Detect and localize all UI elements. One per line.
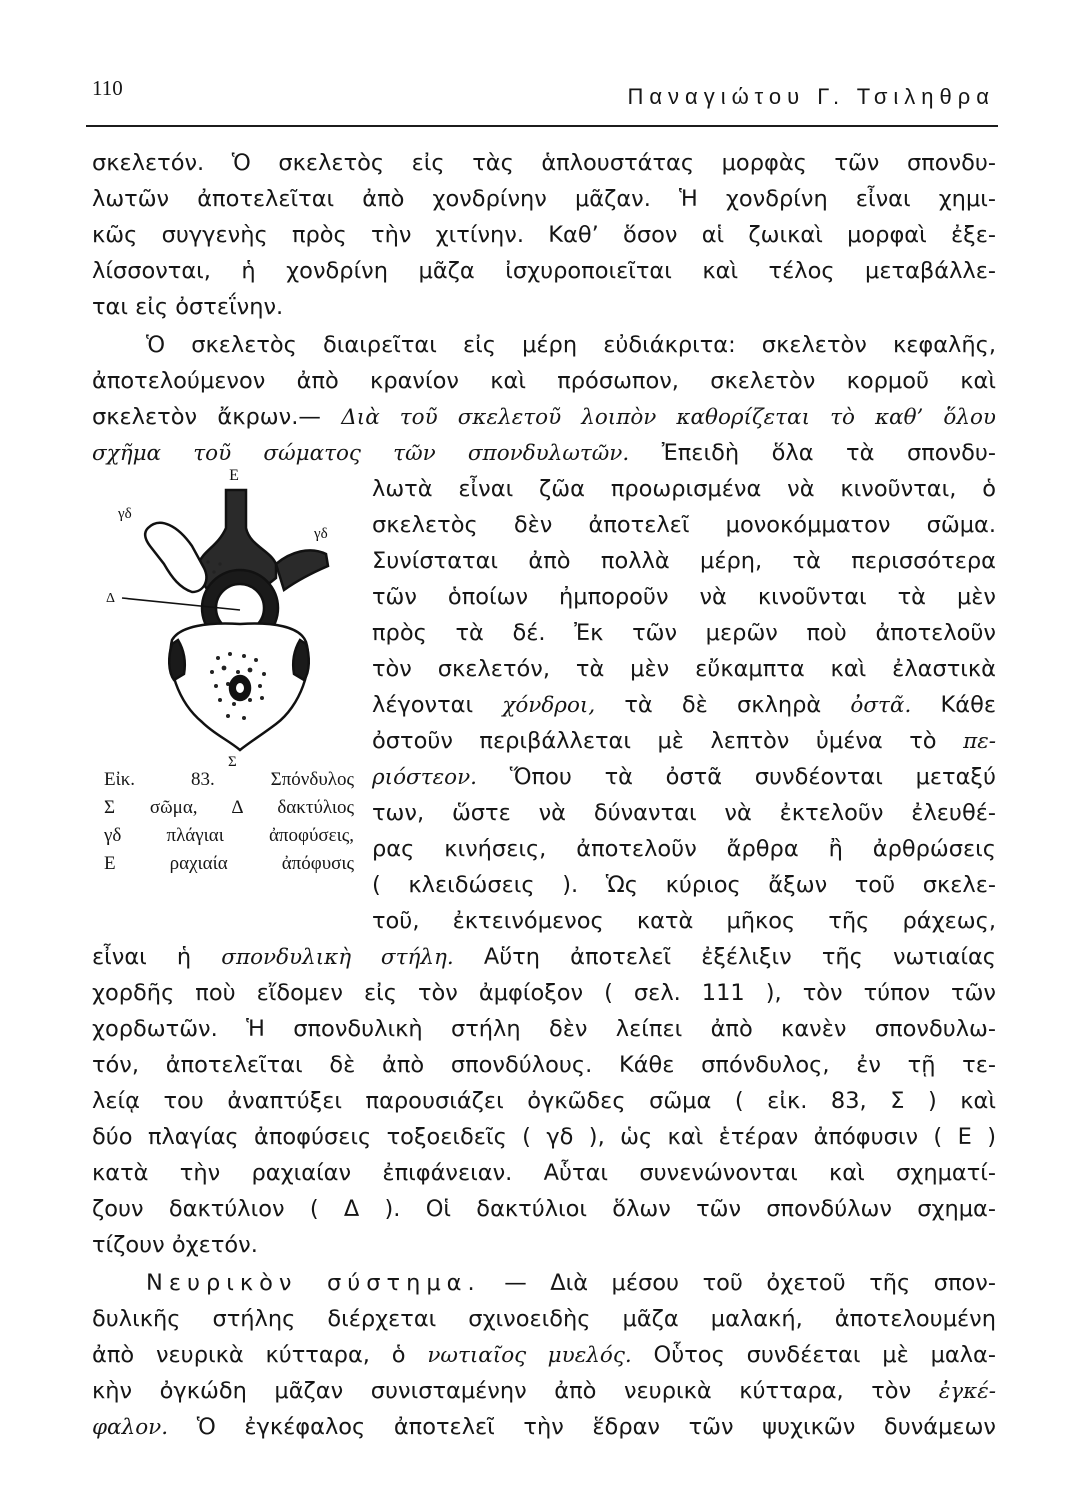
vertebra-figure: [100, 468, 360, 768]
text-line: Ὁ σκελετὸς διαιρεῖται εἰς μέρη εὐδιάκριτα: σκελετὸν κεφαλῆς,: [146, 332, 996, 358]
vertebra-drawing: [122, 490, 328, 750]
text-span: κὴν ὀγκώδη μᾶζαν συνισταμένην ἀπὸ νευρικὰ κύτταρα, τὸν: [92, 1378, 912, 1404]
page-number: 110: [92, 76, 123, 100]
italic-span: Διὰ τοῦ σκελετοῦ λοιπὸν καθορίζεται τὸ καθ’ ὅλου: [341, 405, 996, 430]
text-line: ται εἰς ὀστεΐνην.: [92, 294, 284, 320]
italic-span: ριόστεον.: [372, 765, 477, 790]
label-sigma: Σ: [228, 754, 237, 768]
italic-span: φαλον.: [92, 1415, 169, 1440]
figure-caption: Σ σῶμα, Δ δακτύλιος: [104, 797, 354, 818]
italic-span: νωτιαῖος μυελός.: [427, 1343, 632, 1368]
text-line: σκελετόν. Ὁ σκελετὸς εἰς τὰς ἁπλουστάτας μορφὰς τῶν σπονδυ-: [92, 150, 996, 176]
text-line: δύο πλαγίας ἀποφύσεις τοξοειδεῖς ( γδ ), ὡς καὶ ἑτέραν ἀπόφυσιν ( Ε ): [92, 1124, 996, 1150]
text-line: δυλικῆς στήλης διέρχεται σχινοειδὴς μᾶζα μαλακή, ἀποτελουμένη: [92, 1306, 996, 1332]
text-line: των, ὥστε νὰ δύνανται νὰ ἐκτελοῦν ἐλευθέ-: [372, 800, 996, 826]
italic-span: πε-: [963, 729, 996, 754]
header-rule: [86, 125, 998, 127]
text-line: [372, 726, 996, 757]
label-gd-left: γδ: [118, 506, 132, 522]
text-line: λωτὰ εἶναι ζῶα προωρισμένα νὰ κινοῦνται, ὁ: [372, 476, 996, 502]
text-span: ὀστοῦν περιβάλλεται μὲ λεπτὸν ὑμένα τὸ: [372, 728, 937, 754]
text-span: Ἐπειδὴ ὅλα τὰ σπονδυ-: [661, 440, 996, 466]
text-line: ζουν δακτύλιον ( Δ ). Οἱ δακτύλιοι ὅλων τῶν σπονδύλων σχημα-: [92, 1196, 996, 1222]
text-line: κῶς συγγενὴς πρὸς τὴν χιτίνην. Καθ’ ὅσον αἱ ζωικαὶ μορφαὶ ἐξε-: [92, 222, 996, 248]
text-line: λείᾳ του ἀναπτύξει παρουσιάζει ὀγκῶδες σῶμα ( εἰκ. 83, Σ ) καὶ: [92, 1088, 996, 1114]
text-line: [372, 762, 996, 793]
text-line: Συνίσταται ἀπὸ πολλὰ μέρη, τὰ περισσότερα: [372, 548, 996, 574]
figure-caption: Εἰκ. 83. Σπόνδυλος: [104, 769, 354, 790]
text-line: [92, 402, 996, 433]
label-delta: Δ: [106, 591, 116, 606]
text-line: χορδῆς ποὺ εἴδομεν εἰς τὸν ἀμφίοξον ( σελ. 111 ), τὸν τύπον τῶν: [92, 980, 996, 1006]
text-line: πρὸς τὰ δέ. Ἐκ τῶν μερῶν ποὺ ἀποτελοῦν: [372, 620, 996, 646]
label-epsilon: Ε: [229, 468, 239, 484]
text-line: τόν, ἀποτελεῖται δὲ ἀπὸ σπονδύλους. Κάθε σπόνδυλος, ἐν τῇ τε-: [92, 1052, 996, 1078]
text-span: Αὕτη ἀποτελεῖ ἐξέλιξιν τῆς νωτιαίας: [483, 944, 996, 970]
text-span: Οὗτος συνδέεται μὲ μαλα-: [653, 1342, 996, 1368]
text-line: [92, 942, 996, 973]
text-line: κατὰ τὴν ραχιαίαν ἐπιφάνειαν. Αὗται συνενώνονται καὶ σχηματί-: [92, 1160, 996, 1186]
text-line: τὸν σκελετόν, τὰ μὲν εὔκαμπτα καὶ ἐλαστικὰ: [372, 656, 996, 682]
italic-span: ἐγκέ-: [938, 1379, 996, 1404]
italic-span: σχῆμα τοῦ σώματος τῶν σπονδυλωτῶν.: [92, 441, 630, 466]
text-line: [146, 1268, 996, 1298]
running-title: Παναγιώτου Γ. Τσιληθρα: [627, 84, 995, 109]
text-line: τῶν ὁποίων ἠμποροῦν νὰ κινοῦνται τὰ μὲν: [372, 584, 996, 610]
text-span: λέγονται: [372, 692, 474, 718]
text-span: Κάθε: [940, 692, 996, 718]
text-line: λωτῶν ἀποτελεῖται ἀπὸ χονδρίνην μᾶζαν. Ἡ χονδρίνη εἶναι χημι-: [92, 186, 996, 212]
text-line: ( κλειδώσεις ). Ὡς κύριος ἄξων τοῦ σκελε-: [372, 872, 996, 898]
text-line: [92, 1376, 996, 1407]
label-gd-right: γδ: [314, 526, 328, 542]
italic-span: χόνδροι,: [502, 693, 596, 718]
text-span: ἀπὸ νευρικὰ κύτταρα, ὁ: [92, 1342, 406, 1368]
text-span: — Διὰ μέσου τοῦ ὀχετοῦ τῆς σπον-: [504, 1270, 996, 1296]
text-span: Ὁ ἐγκέφαλος ἀποτελεῖ τὴν ἕδραν τῶν ψυχικῶν δυνάμεων: [196, 1414, 997, 1440]
text-line: ρας κινήσεις, ἀποτελοῦν ἄρθρα ἢ ἀρθρώσεις: [372, 836, 996, 862]
text-span: εἶναι ἡ: [92, 944, 192, 970]
text-line: [92, 1340, 996, 1371]
text-line: [92, 438, 996, 469]
text-span: σκελετὸν ἄκρων.—: [92, 404, 321, 430]
italic-span: ὀστᾶ.: [850, 693, 912, 718]
text-span: τὰ δὲ σκληρὰ: [624, 692, 822, 718]
text-line: [372, 690, 996, 721]
text-line: χορδωτῶν. Ἡ σπονδυλικὴ στήλη δὲν λείπει ἀπὸ κανὲν σπονδυλω-: [92, 1016, 996, 1042]
section-heading: Νευρικὸν σύστημα.: [146, 1270, 481, 1296]
figure-caption: Ε ραχιαία ἀπόφυσις: [104, 853, 354, 874]
text-line: τοῦ, ἐκτεινόμενος κατὰ μῆκος τῆς ράχεως,: [372, 908, 996, 934]
text-span: Ὅπου τὰ ὀστᾶ συνδέονται μεταξύ: [509, 764, 996, 790]
text-line: λίσσονται, ἡ χονδρίνη μᾶζα ἰσχυροποιεῖται καὶ τέλος μεταβάλλε-: [92, 258, 996, 284]
figure-caption: γδ πλάγιαι ἀποφύσεις,: [104, 825, 354, 846]
italic-span: σπονδυλικὴ στήλη.: [221, 945, 454, 970]
text-line: ἀποτελούμενον ἀπὸ κρανίον καὶ πρόσωπον, σκελετὸν κορμοῦ καὶ: [92, 368, 996, 394]
text-line: σκελετὸς δὲν ἀποτελεῖ μονοκόμματον σῶμα.: [372, 512, 996, 538]
text-line: τίζουν ὀχετόν.: [92, 1232, 258, 1258]
text-line: [92, 1412, 996, 1443]
